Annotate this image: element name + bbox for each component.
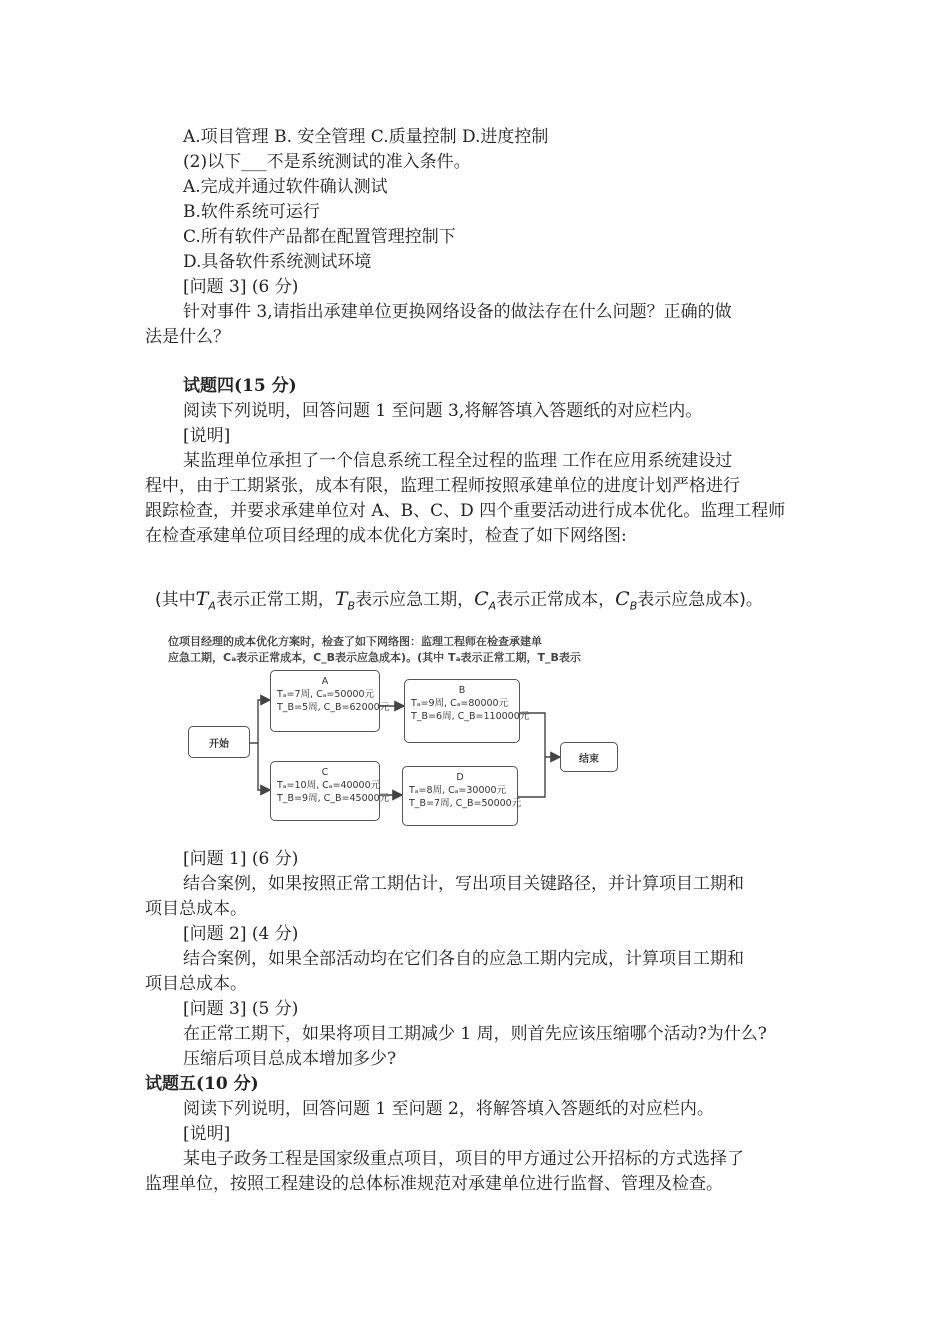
activity-b-node: B Tₐ=9周, Cₐ=80000元 T_B=6周, C_B=110000元: [404, 679, 520, 743]
question-1-heading: [问题 1] (6 分): [183, 849, 299, 869]
paragraph-line: 监理单位，按照工程建设的总体标准规范对承建单位进行监督、管理及检查。: [145, 1174, 723, 1194]
tb-symbol: T: [334, 588, 348, 610]
section-5-instructions: 阅读下列说明，回答问题 1 至问题 2，将解答填入答题纸的对应栏内。: [183, 1099, 714, 1119]
option-c: C.所有软件产品都在配置管理控制下: [183, 227, 456, 247]
question-2-body: 结合案例，如果全部活动均在它们各自的应急工期内完成，计算项目工期和: [183, 949, 744, 969]
section-4-description-label: [说明]: [183, 426, 231, 446]
activity-a-node: A Tₐ=7周, Cₐ=50000元 T_B=5周, C_B=62000元: [270, 670, 380, 732]
section-5-description-label: [说明]: [183, 1124, 231, 1144]
section-4-instructions: 阅读下列说明，回答问题 1 至问题 3,将解答填入答题纸的对应栏内。: [183, 401, 703, 421]
paragraph-line: 程中，由于工期紧张，成本有限，监理工程师按照承建单位的进度计划严格进行: [145, 476, 740, 496]
question-3-body: 针对事件 3,请指出承建单位更换网络设备的做法存在什么问题？正确的做: [183, 302, 732, 322]
paragraph-line: 某监理单位承担了一个信息系统工程全过程的监理 工作在应用系统建设过: [183, 451, 733, 471]
paragraph-line: 跟踪检查，并要求承建单位对 A、B、C、D 四个重要活动进行成本优化。监理工程师: [145, 501, 786, 521]
paragraph-line: 某电子政务工程是国家级重点项目，项目的甲方通过公开招标的方式选择了: [183, 1149, 744, 1169]
question-2-heading: [问题 2] (4 分): [183, 924, 299, 944]
question-3-body-cont: 法是什么？: [145, 327, 230, 347]
activity-c-node: C Tₐ=10周, Cₐ=40000元 T_B=9周, C_B=45000元: [270, 761, 380, 821]
option-d: D.具备软件系统测试环境: [183, 252, 372, 272]
diagram-legend: (其中$T_A$表示正常工期，$T_B$表示应急工期，$C_A$表示正常成本，$C_B$表示应急成本)。: [155, 588, 763, 613]
question-2-text: (2)以下___不是系统测试的准入条件。: [183, 152, 471, 172]
option-a: A.完成并通过软件确认测试: [183, 177, 388, 197]
activity-d-node: D Tₐ=8周, Cₐ=30000元 T_B=7周, C_B=50000元: [402, 766, 518, 826]
question-1-body: 结合案例，如果按照正常工期估计，写出项目关键路径，并计算项目工期和: [183, 874, 744, 894]
question-3-heading: [问题 3] (6 分): [183, 277, 299, 297]
question-3b-body: 在正常工期下，如果将项目工期减少 1 周，则首先应该压缩哪个活动?为什么?: [183, 1024, 767, 1044]
question-3b-body-cont: 压缩后项目总成本增加多少?: [183, 1049, 397, 1069]
diagram-header-line: 应急工期，Cₐ表示正常成本，C_B表示应急成本)。(其中 Tₐ表示正常工期，T_B表示: [168, 651, 581, 664]
question-1-body-cont: 项目总成本。: [145, 899, 247, 919]
question-2-body-cont: 项目总成本。: [145, 974, 247, 994]
start-node: 开始: [188, 726, 250, 758]
ca-symbol: C: [474, 588, 489, 610]
end-node: 结束: [560, 742, 618, 772]
question-3b-heading: [问题 3] (5 分): [183, 999, 299, 1019]
diagram-header-line: 位项目经理的成本优化方案时，检查了如下网络图：监理工程师在检查承建单: [168, 635, 542, 648]
section-4-title: 试题四(15 分): [183, 376, 297, 396]
section-5-title: 试题五(10 分): [145, 1074, 259, 1094]
answer-options-line: A.项目管理 B. 安全管理 C.质量控制 D.进度控制: [183, 127, 549, 147]
cb-symbol: C: [615, 588, 630, 610]
option-b: B.软件系统可运行: [183, 202, 320, 222]
ta-symbol: T: [195, 588, 209, 610]
paragraph-line: 在检查承建单位项目经理的成本优化方案时，检查了如下网络图:: [145, 526, 627, 546]
